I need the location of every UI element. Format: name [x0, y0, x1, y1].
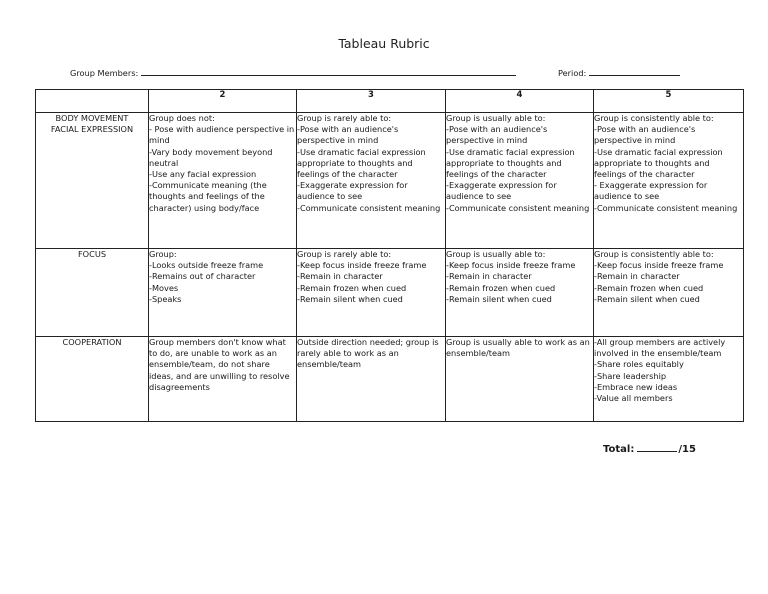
period-field[interactable] — [558, 67, 680, 78]
criterion-cooperation: COOPERATION — [36, 337, 149, 422]
header-row — [36, 90, 744, 113]
cell-cooperation-5: -All group members are actively involved in the ensemble/team -Share roles equitably -Share leadership -Embrace new ideas -Value all members — [594, 337, 744, 422]
score-header-2: 2 — [149, 90, 297, 113]
period-label: Period: — [558, 68, 587, 78]
table-row-body-movement — [36, 113, 744, 249]
total-blank-line[interactable] — [637, 442, 677, 452]
total-suffix: /15 — [678, 444, 696, 455]
score-header-4: 4 — [446, 90, 594, 113]
score-header-3: 3 — [297, 90, 446, 113]
cell-focus-5: Group is consistently able to: -Keep focus inside freeze frame -Remain in character -Remain frozen when cued -Remain silent when cued — [594, 249, 744, 337]
group-members-label: Group Members: — [70, 68, 139, 78]
page-title: Tableau Rubric — [338, 36, 430, 51]
cell-focus-3: Group is rarely able to: -Keep focus inside freeze frame -Remain in character -Remain frozen when cued -Remain silent when cued — [297, 249, 446, 337]
cell-cooperation-4: Group is usually able to work as an ensemble/team — [446, 337, 594, 422]
table-row-focus — [36, 249, 744, 337]
rubric-table — [35, 89, 744, 422]
header-criterion-cell — [36, 90, 149, 113]
cell-focus-2: Group: -Looks outside freeze frame -Remains out of character -Moves -Speaks — [149, 249, 297, 337]
group-members-blank-line[interactable] — [141, 67, 516, 76]
group-members-field[interactable] — [70, 67, 516, 78]
cell-cooperation-3: Outside direction needed; group is rarely able to work as an ensemble/team — [297, 337, 446, 422]
cell-focus-4: Group is usually able to: -Keep focus inside freeze frame -Remain in character -Remain frozen when cued -Remain silent when cued — [446, 249, 594, 337]
cell-body-movement-2: Group does not: - Pose with audience perspective in mind -Vary body movement beyond neutral -Use any facial expression -Communicate meaning (the thoughts and feelings of the character) using body/face — [149, 113, 297, 249]
cell-body-movement-3: Group is rarely able to: -Pose with an audience's perspective in mind -Use dramatic facial expression appropriate to thoughts and feelings of the character -Exaggerate expression for audience to see -Communicate consistent meaning — [297, 113, 446, 249]
cell-body-movement-5: Group is consistently able to: -Pose with an audience's perspective in mind -Use dramatic facial expression appropriate to thoughts and feelings of the character - Exaggerate expression for audience to see -Communicate consistent meaning — [594, 113, 744, 249]
cell-body-movement-4: Group is usually able to: -Pose with an audience's perspective in mind -Use dramatic facial expression appropriate to thoughts and feelings of the character -Exaggerate expression for audience to see -Communicate consistent meaning — [446, 113, 594, 249]
score-header-5: 5 — [594, 90, 744, 113]
period-blank-line[interactable] — [589, 67, 680, 76]
total-score — [603, 442, 696, 455]
criterion-body-movement: BODY MOVEMENT FACIAL EXPRESSION — [36, 113, 149, 249]
total-label: Total: — [603, 444, 635, 455]
criterion-focus: FOCUS — [36, 249, 149, 337]
cell-cooperation-2: Group members don't know what to do, are unable to work as an ensemble/team, do not share ideas, and are unwilling to resolve disagreements — [149, 337, 297, 422]
table-row-cooperation — [36, 337, 744, 422]
